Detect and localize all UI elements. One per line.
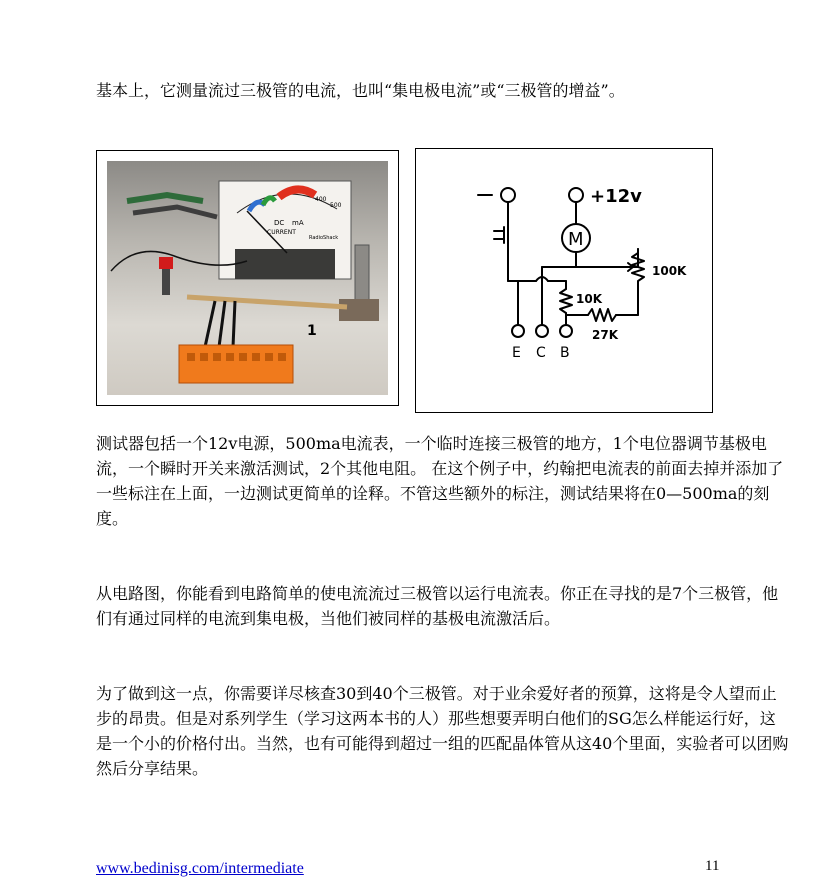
switch-body [162, 269, 170, 295]
footer-website-link[interactable]: www.bedinisg.com/intermediate [96, 860, 304, 877]
tester-photo [107, 161, 388, 395]
meter-base [235, 249, 335, 279]
positive-supply-terminal [569, 188, 583, 202]
resistor-10k-label: 10K [576, 292, 602, 306]
intro-paragraph: 基本上，它测量流过三极管的电流，也叫“集电极电流”或“三极管的增益”。 [96, 81, 625, 100]
terminal-b [560, 325, 572, 337]
resistor-strip [187, 297, 347, 307]
resistor-27k-label: 27K [592, 328, 618, 342]
lead-3 [233, 301, 235, 347]
tester-photo-illustration [107, 161, 388, 395]
page-number: 11 [705, 858, 720, 874]
potentiometer-shaft [355, 245, 369, 305]
testing-paragraph: 为了做到这一点，你需要详尽核查30到40个三极管。对于业余爱好者的预算，这将是令人望而止步的昂贵。但是对系列学生（学习这两本书的人）那些想要弄明白他们的SG怎么样能运行好，这是一个小的价格付出。当然，也有可能得到超过一组的匹配晶体管从这40个里面，实验者可以团购然后分享结果。 [96, 684, 789, 778]
supply-voltage-label: +12v [590, 186, 642, 207]
terminal-c [536, 325, 548, 337]
lead-2 [219, 301, 225, 347]
meter-current-label: CURRENT [267, 229, 296, 236]
terminal-e [512, 325, 524, 337]
circuit-diagram-frame [415, 148, 713, 413]
clip-lead-green [127, 195, 203, 201]
description-paragraph: 测试器包括一个12v电源，500ma电流表，一个临时连接三极管的地方，1个电位器调节基极电流，一个瞬时开关来激活测试，2个其他电阻。 在这个例子中，约翰把电流表的前面去掉并添加了一些标注在上面，一边测试更简单的诠释。不管这些额外的标注，测试结果将在0—500ma的刻度。 [96, 434, 784, 528]
meter-scale-400: 400 [315, 196, 327, 203]
pot-label: 100K [652, 264, 687, 278]
tester-photo-frame [96, 150, 399, 406]
meter-scale-500: 500 [330, 202, 342, 209]
circuit-diagram [416, 149, 712, 412]
terminal-c-label: C [536, 345, 546, 361]
potentiometer-body [339, 299, 379, 321]
resistor-27k [588, 309, 616, 321]
motor-label: M [568, 229, 584, 250]
terminal-e-label: E [512, 345, 521, 361]
negative-supply-terminal [501, 188, 515, 202]
resistor-10k [560, 289, 572, 313]
meter-brand-label: RadioShack [309, 235, 339, 241]
meter-ma-label: mA [292, 219, 304, 227]
meter-dc-label: DC [274, 219, 285, 227]
clip-lead-black [133, 207, 217, 217]
handwritten-label: 1 [307, 323, 317, 339]
terminal-b-label: B [560, 345, 570, 361]
terminal-block [179, 345, 293, 383]
lead-1 [205, 301, 215, 347]
circuit-explanation-paragraph: 从电路图，你能看到电路简单的使电流流过三极管以运行电流表。你正在寻找的是7个三极管，他们有通过同样的电流到集电极，当他们被同样的基极电流激活后。 [96, 584, 779, 628]
push-button-switch [159, 257, 173, 269]
